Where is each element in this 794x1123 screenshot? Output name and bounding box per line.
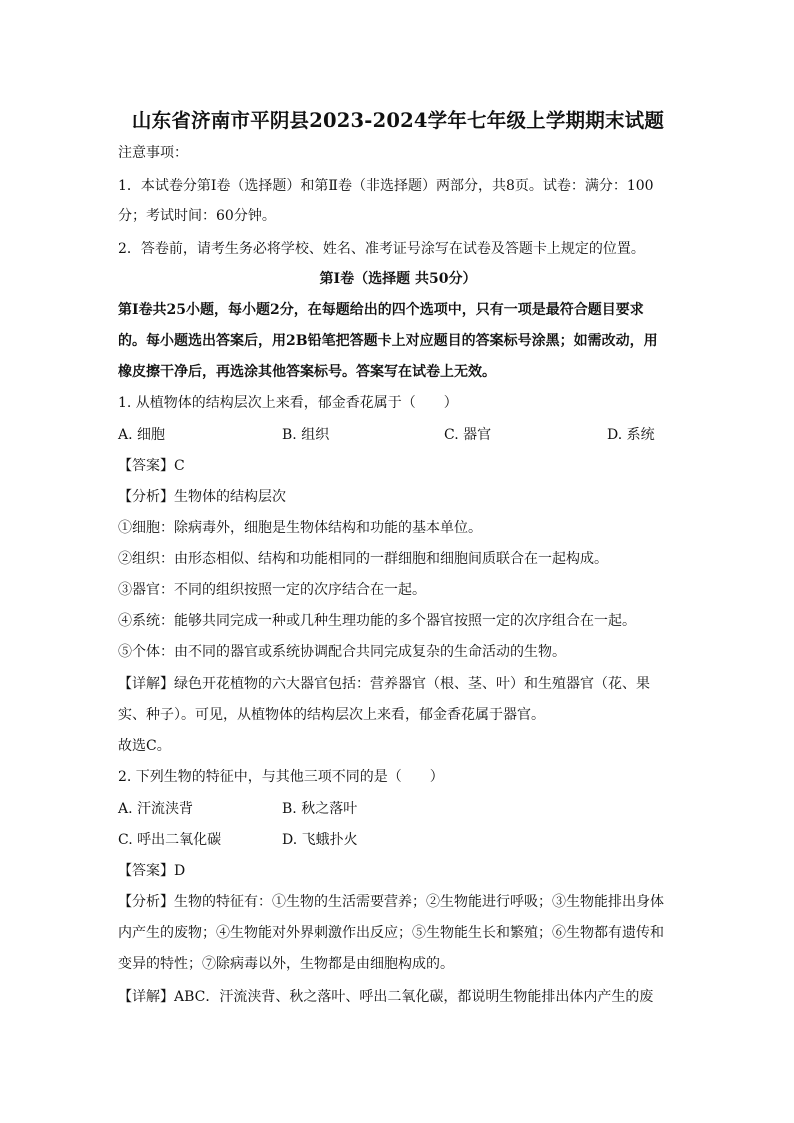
q2-option-d: D. 飞蛾扑火	[282, 832, 358, 848]
instructions-line: 第Ⅰ卷共25小题，每小题2分，在每题给出的四个选项中，只有一项是最符合题目要求	[118, 302, 644, 318]
notice-item-2: 2．答卷前，请考生务必将学校、姓名、准考证号涂写在试卷及答题卡上规定的位置。	[118, 241, 645, 257]
q1-option-a: A. 细胞	[118, 427, 166, 443]
q1-option-b: B. 组织	[282, 427, 330, 443]
q1-detail-cont: 实、种子）。可见，从植物体的结构层次上来看，郁金香花属于器官。	[118, 707, 545, 723]
q1-analysis: 【分析】生物体的结构层次	[118, 489, 286, 505]
q1-detail: 【详解】绿色开花植物的六大器官包括：营养器官（根、茎、叶）和生殖器官（花、果	[118, 676, 650, 692]
q1-point: ⑤个体：由不同的器官或系统协调配合共同完成复杂的生命活动的生物。	[118, 644, 566, 660]
q2-detail: 【详解】ABC．汗流浃背、秋之落叶、呼出二氧化碳，都说明生物能排出体内产生的废	[118, 989, 654, 1005]
question-2-stem: 2. 下列生物的特征中，与其他三项不同的是（ ）	[118, 769, 444, 785]
instructions-line: 的。每小题选出答案后，用2B铅笔把答题卡上对应题目的答案标号涂黑；如需改动，用	[118, 333, 658, 349]
q2-option-b: B. 秋之落叶	[282, 801, 358, 817]
q1-point: ④系统：能够共同完成一种或几种生理功能的多个器官按照一定的次序组合在一起。	[118, 613, 636, 629]
q2-analysis-cont: 变异的特性；⑦除病毒以外，生物都是由细胞构成的。	[118, 956, 454, 972]
q2-answer: 【答案】D	[118, 863, 186, 879]
q1-point: ②组织：由形态相似、结构和功能相同的一群细胞和细胞间质联合在一起构成。	[118, 551, 608, 567]
q2-option-a: A. 汗流浃背	[118, 801, 194, 817]
q1-choose: 故选C。	[118, 738, 171, 754]
notice-item-1: 1．本试卷分第Ⅰ卷（选择题）和第Ⅱ卷（非选择题）两部分，共8页。试卷：满分：100	[118, 178, 654, 194]
q1-option-d: D. 系统	[607, 427, 655, 443]
notice-item-1-cont: 分；考试时间：60分钟。	[118, 208, 276, 224]
instructions-line: 橡皮擦干净后，再选涂其他答案标号。答案写在试卷上无效。	[118, 364, 496, 380]
q1-option-c: C. 器官	[444, 427, 492, 443]
q2-analysis-cont: 内产生的废物；④生物能对外界刺激作出反应；⑤生物能生长和繁殖；⑥生物都有遗传和	[118, 925, 664, 941]
notice-header: 注意事项：	[118, 145, 188, 161]
q2-option-c: C. 呼出二氧化碳	[118, 832, 222, 848]
question-1-stem: 1. 从植物体的结构层次上来看，郁金香花属于（ ）	[118, 395, 458, 411]
page-title: 山东省济南市平阴县2023-2024学年七年级上学期期末试题	[131, 109, 665, 132]
q1-point: ③器官：不同的组织按照一定的次序结合在一起。	[118, 582, 426, 598]
q2-analysis: 【分析】生物的特征有：①生物的生活需要营养；②生物能进行呼吸；③生物能排出身体	[118, 894, 664, 910]
q1-point: ①细胞：除病毒外，细胞是生物体结构和功能的基本单位。	[118, 520, 482, 536]
q1-answer: 【答案】C	[118, 458, 185, 474]
section-title: 第Ⅰ卷（选择题 共50分）	[319, 271, 477, 287]
